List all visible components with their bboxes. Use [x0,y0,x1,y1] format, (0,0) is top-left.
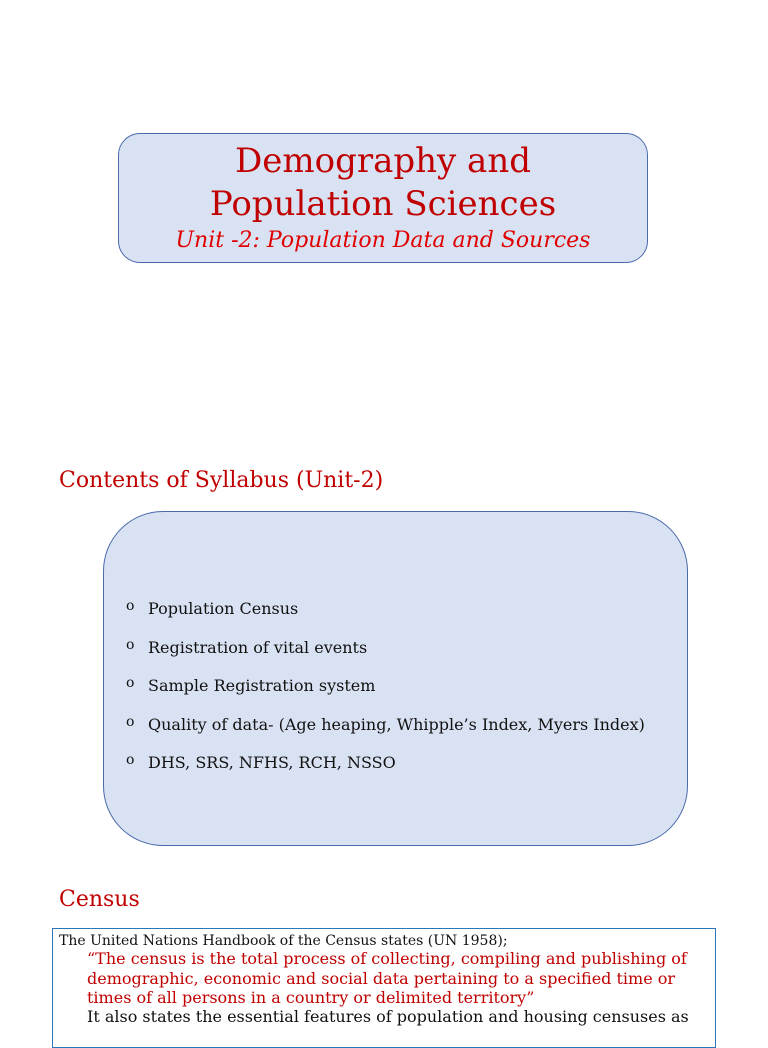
syllabus-box [103,511,688,846]
main-title [119,140,647,226]
bullet-icon: o [126,675,135,692]
list-item [126,715,645,735]
main-title-line2: Population Sciences [209,184,557,224]
list-item [126,599,645,619]
list-item [126,753,645,773]
list-item-text: Registration of vital events [148,637,368,657]
list-item-text: Sample Registration system [148,676,376,696]
census-intro: The United Nations Handbook of the Census states (UN 1958); [59,933,508,949]
title-box [118,133,648,263]
bullet-icon: o [126,752,135,769]
bullet-icon: o [126,598,135,614]
census-definition-box [52,928,716,1048]
list-item [126,676,645,696]
bullet-icon: o [126,713,135,730]
census-heading: Census [59,887,140,912]
list-item-text: Population Census [148,599,299,618]
list-item-text: Quality of data- (Age heaping, Whipple’s Index, Myers Index) [148,714,645,734]
census-continuation: It also states the essential features of population and housing censuses as [87,1007,689,1026]
main-title-line1: Demography and [235,141,531,181]
list-item [126,638,645,658]
list-item-text: DHS, SRS, NFHS, RCH, NSSO [148,753,396,773]
bullet-icon: o [126,636,135,653]
census-quote: “The census is the total process of collecting, compiling and publishing of demographic, economic and social data pertaining to a specified time or times of all persons in a country or delimited territory” [87,949,687,1007]
syllabus-list [126,599,645,792]
sub-title: Unit -2: Population Data and Sources [175,228,591,253]
syllabus-heading: Contents of Syllabus (Unit-2) [59,468,384,493]
